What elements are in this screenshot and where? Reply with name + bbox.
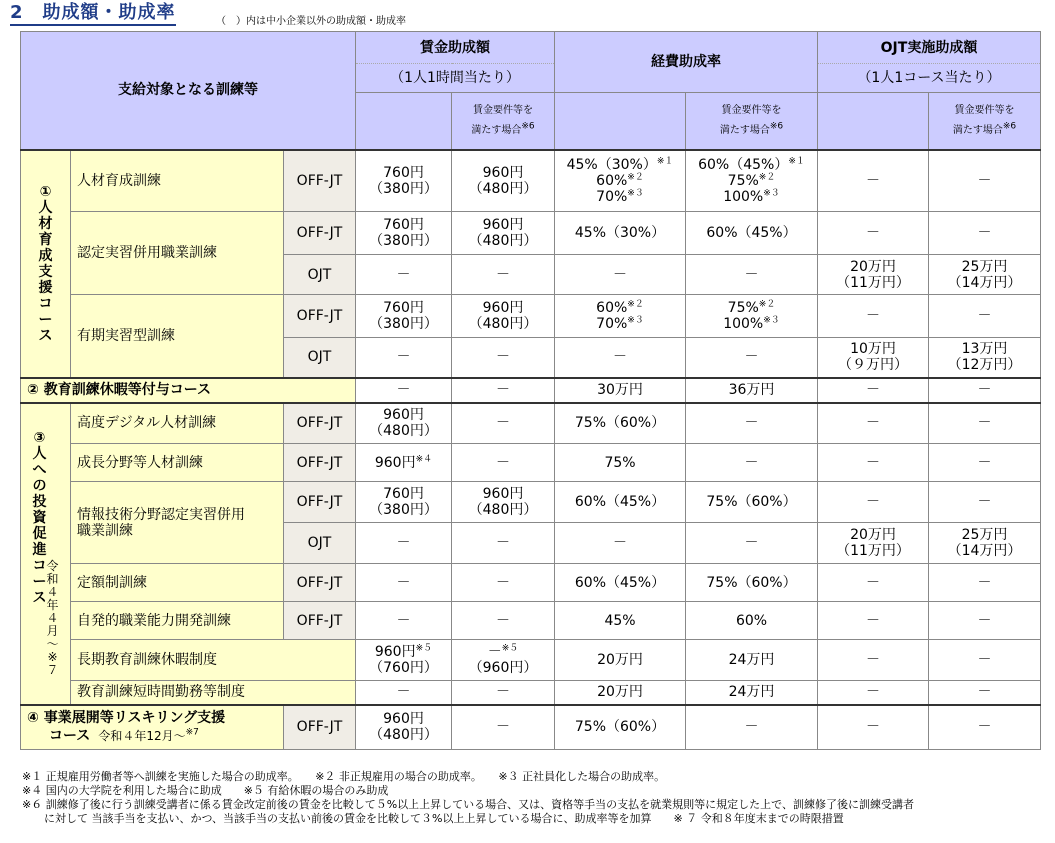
cell: 45%（30%） bbox=[555, 212, 686, 255]
cell: － bbox=[452, 681, 555, 705]
cell: － bbox=[818, 681, 929, 705]
cell: 60%（45%） bbox=[555, 564, 686, 602]
cell: － bbox=[452, 602, 555, 640]
table-row bbox=[21, 150, 1041, 212]
table-row bbox=[21, 378, 1041, 403]
row-type: OFF-JT bbox=[284, 482, 356, 523]
footnote: ※４ 国内の大学院を利用した場合に助成 ※５ 有給休暇の場合のみ助成 bbox=[22, 784, 389, 797]
cell: 60% bbox=[686, 602, 818, 640]
cell: － bbox=[929, 444, 1041, 482]
cell: 75%$^{※2}$ 100%$^{※3}$ bbox=[686, 295, 818, 338]
cell: 36万円 bbox=[686, 378, 818, 403]
course3-label: ③ 人 へ の 投 資 促 進 コ ー ス 令 和 ４ 年 ４ 月 〜 ※ ７ bbox=[21, 403, 71, 705]
cell: － bbox=[929, 482, 1041, 523]
cell: － bbox=[929, 295, 1041, 338]
cell: 960円 （480円） bbox=[452, 295, 555, 338]
cell: － bbox=[818, 705, 929, 750]
footnote: ※１ 正規雇用労働者等へ訓練を実施した場合の助成率。 ※２ 非正規雇用の場合の助成率。 ※３ 正社員化した場合の助成率。 bbox=[22, 770, 666, 783]
row-name: 成長分野等人材訓練 bbox=[71, 444, 284, 482]
table-row bbox=[21, 444, 1041, 482]
cell: － bbox=[452, 564, 555, 602]
cell: － bbox=[929, 403, 1041, 444]
table-row bbox=[21, 640, 1041, 681]
cell: $45\%(30\%)^{※1}$ 60%$^{※2}$ 70%$^{※3}$ bbox=[555, 150, 686, 212]
cell: 20万円 （11万円） bbox=[818, 523, 929, 564]
cell: 760円 （380円） bbox=[356, 482, 452, 523]
row-name: 長期教育訓練休暇制度 bbox=[71, 640, 356, 681]
table-row bbox=[21, 482, 1041, 523]
cell: － bbox=[929, 681, 1041, 705]
row-type: OFF-JT bbox=[284, 403, 356, 444]
cell: － bbox=[818, 482, 929, 523]
cell: 25万円 （14万円） bbox=[929, 523, 1041, 564]
cell: 20万円 bbox=[555, 640, 686, 681]
table-row bbox=[21, 295, 1041, 338]
table-row bbox=[21, 564, 1041, 602]
cell: － bbox=[356, 564, 452, 602]
row-name: 高度デジタル人材訓練 bbox=[71, 403, 284, 444]
header-req-ojt: 賃金要件等を 満たす場合$^{※6}$ bbox=[929, 93, 1041, 150]
cell: 25万円 （14万円） bbox=[929, 255, 1041, 295]
cell: 13万円 （12万円） bbox=[929, 338, 1041, 378]
cell: 960円 （480円） bbox=[452, 212, 555, 255]
section-title: 2 助成額・助成率 bbox=[10, 2, 176, 26]
cell: － bbox=[555, 523, 686, 564]
row-name: 情報技術分野認定実習併用 職業訓練 bbox=[71, 482, 284, 564]
header-wage: 賃金助成額 bbox=[356, 32, 555, 64]
cell: － bbox=[818, 403, 929, 444]
footnote: ※６ 訓練修了後に行う訓練受講者に係る賃金改定前後の賃金を比較して５%以上上昇している場合、又は、資格等手当の支払を就業規則等に規定した上で、訓練修了後に訓練受講者 bbox=[22, 798, 914, 811]
table-row bbox=[21, 212, 1041, 255]
cell: 24万円 bbox=[686, 640, 818, 681]
cell: － bbox=[356, 378, 452, 403]
cell: － bbox=[452, 255, 555, 295]
cell: － bbox=[818, 640, 929, 681]
header-wage-sub: （1人1時間当たり） bbox=[356, 64, 555, 93]
row-type: OJT bbox=[284, 338, 356, 378]
cell: 30万円 bbox=[555, 378, 686, 403]
header-req-wage: 賃金要件等を 満たす場合$^{※6}$ bbox=[452, 93, 555, 150]
row-type: OFF-JT bbox=[284, 295, 356, 338]
cell: － bbox=[818, 295, 929, 338]
cell: － bbox=[686, 255, 818, 295]
cell: 75% bbox=[555, 444, 686, 482]
cell: － bbox=[356, 338, 452, 378]
row-type: OJT bbox=[284, 523, 356, 564]
cell: － bbox=[686, 523, 818, 564]
header-ojt-sub: （1人1コース当たり） bbox=[818, 64, 1041, 93]
table-row bbox=[21, 602, 1041, 640]
cell: － bbox=[356, 523, 452, 564]
header-ojt: OJT実施助成額 bbox=[818, 32, 1041, 64]
cell: － bbox=[929, 150, 1041, 212]
cell: －$^{※5}$ （960円） bbox=[452, 640, 555, 681]
table-row bbox=[21, 403, 1041, 444]
cell: 760円 （380円） bbox=[356, 212, 452, 255]
cell: 960円 （480円） bbox=[452, 150, 555, 212]
cell: － bbox=[452, 444, 555, 482]
cell: － bbox=[818, 602, 929, 640]
cell: － bbox=[686, 403, 818, 444]
cell: 760円 （380円） bbox=[356, 295, 452, 338]
cell: － bbox=[818, 150, 929, 212]
cell: 75%（60%） bbox=[555, 403, 686, 444]
footnotes bbox=[22, 770, 1052, 826]
row-name: 人材育成訓練 bbox=[71, 150, 284, 212]
cell: 60%$^{※2}$ 70%$^{※3}$ bbox=[555, 295, 686, 338]
row-type: OFF-JT bbox=[284, 150, 356, 212]
row-name: 自発的職業能力開発訓練 bbox=[71, 602, 284, 640]
cell: 45% bbox=[555, 602, 686, 640]
subsidy-table bbox=[20, 31, 1041, 750]
header-cost: 経費助成率 bbox=[555, 32, 818, 93]
cell: － bbox=[929, 640, 1041, 681]
cell: － bbox=[818, 564, 929, 602]
cell: － bbox=[356, 255, 452, 295]
cell: － bbox=[686, 338, 818, 378]
row-name: 認定実習併用職業訓練 bbox=[71, 212, 284, 295]
cell: － bbox=[555, 338, 686, 378]
header-req-cost: 賃金要件等を 満たす場合$^{※6}$ bbox=[686, 93, 818, 150]
section-header bbox=[8, 2, 1048, 26]
cell: 960円$^{※4}$ bbox=[356, 444, 452, 482]
header-blank bbox=[818, 93, 929, 150]
cell: 60%（45%） bbox=[555, 482, 686, 523]
cell: － bbox=[452, 403, 555, 444]
row-type: OFF-JT bbox=[284, 705, 356, 750]
header-blank bbox=[356, 93, 452, 150]
cell: － bbox=[686, 705, 818, 750]
cell: 760円 （380円） bbox=[356, 150, 452, 212]
cell: － bbox=[356, 602, 452, 640]
cell: － bbox=[929, 602, 1041, 640]
row-name: 定額制訓練 bbox=[71, 564, 284, 602]
row-type: OFF-JT bbox=[284, 444, 356, 482]
cell: 75%（60%） bbox=[686, 564, 818, 602]
course4-label: ④ 事業展開等リスキリング支援 コース 令和４年12月〜$^{※7}$ bbox=[21, 705, 284, 750]
cell: － bbox=[452, 523, 555, 564]
cell: － bbox=[452, 378, 555, 403]
cell: 60%（45%） bbox=[686, 212, 818, 255]
header-blank bbox=[555, 93, 686, 150]
row-type: OFF-JT bbox=[284, 602, 356, 640]
cell: － bbox=[929, 564, 1041, 602]
cell: 24万円 bbox=[686, 681, 818, 705]
cell: $60\%(45\%)^{※1}$ 75%$^{※2}$ 100%$^{※3}$ bbox=[686, 150, 818, 212]
cell: 10万円 （９万円） bbox=[818, 338, 929, 378]
cell: － bbox=[929, 212, 1041, 255]
cell: － bbox=[452, 705, 555, 750]
row-type: OFF-JT bbox=[284, 564, 356, 602]
cell: － bbox=[818, 378, 929, 403]
cell: 20万円 （11万円） bbox=[818, 255, 929, 295]
row-type: OFF-JT bbox=[284, 212, 356, 255]
cell: － bbox=[929, 378, 1041, 403]
row-name: 教育訓練短時間勤務等制度 bbox=[71, 681, 356, 705]
course2-label: ② 教育訓練休暇等付与コース bbox=[21, 378, 356, 403]
cell: － bbox=[356, 681, 452, 705]
row-type: OJT bbox=[284, 255, 356, 295]
cell: 960円 （480円） bbox=[356, 705, 452, 750]
header-target: 支給対象となる訓練等 bbox=[21, 32, 356, 150]
footnote: に対して 当該手当を支払い、かつ、当該手当の支払い前後の賃金を比較して３%以上上昇している場合に、助成率等を加算 ※ ７ 令和８年度末までの時限措置 bbox=[22, 812, 844, 825]
cell: － bbox=[686, 444, 818, 482]
cell: 960円$^{※5}$ （760円） bbox=[356, 640, 452, 681]
header-note: （ ）内は中小企業以外の助成額・助成率 bbox=[216, 16, 406, 27]
cell: － bbox=[818, 212, 929, 255]
cell: 75%（60%） bbox=[555, 705, 686, 750]
course1-label: ① 人 材 育 成 支 援 コ ー ス bbox=[21, 150, 71, 378]
cell: 75%（60%） bbox=[686, 482, 818, 523]
cell: － bbox=[929, 705, 1041, 750]
cell: － bbox=[555, 255, 686, 295]
cell: 960円 （480円） bbox=[356, 403, 452, 444]
cell: － bbox=[818, 444, 929, 482]
table-row bbox=[21, 705, 1041, 750]
table-row bbox=[21, 681, 1041, 705]
cell: 20万円 bbox=[555, 681, 686, 705]
cell: － bbox=[452, 338, 555, 378]
cell: 960円 （480円） bbox=[452, 482, 555, 523]
row-name: 有期実習型訓練 bbox=[71, 295, 284, 378]
